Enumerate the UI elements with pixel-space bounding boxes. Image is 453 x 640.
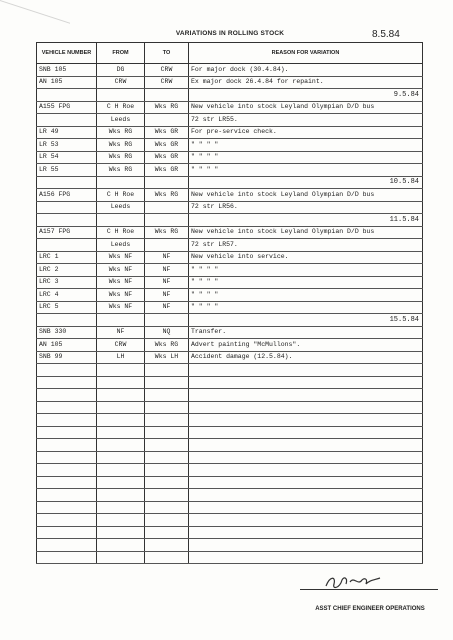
- cell-from: [97, 364, 145, 377]
- cell-to: NF: [145, 264, 189, 277]
- cell-vehicle-number: [37, 89, 97, 102]
- cell-vehicle-number: [37, 539, 97, 552]
- cell-to: [145, 214, 189, 227]
- cell-from: Wks NF: [97, 251, 145, 264]
- cell-to: NF: [145, 276, 189, 289]
- cell-from: Wks NF: [97, 264, 145, 277]
- cell-to: [145, 176, 189, 189]
- cell-to: Wks RG: [145, 226, 189, 239]
- cell-to: [145, 389, 189, 402]
- cell-reason: " " " ": [189, 264, 423, 277]
- empty-table-row: [37, 451, 423, 464]
- table-row: [37, 164, 423, 177]
- empty-table-row: [37, 364, 423, 377]
- cell-vehicle-number: A155 FPG: [37, 101, 97, 114]
- cell-to: Wks GR: [145, 126, 189, 139]
- cell-from: [97, 451, 145, 464]
- cell-to: [145, 526, 189, 539]
- cell-to: NQ: [145, 326, 189, 339]
- cell-from: CRW: [97, 339, 145, 352]
- empty-table-row: [37, 439, 423, 452]
- cell-vehicle-number: LR 55: [37, 164, 97, 177]
- empty-table-row: [37, 551, 423, 564]
- cell-vehicle-number: LRC 4: [37, 289, 97, 302]
- cell-to: [145, 414, 189, 427]
- cell-vehicle-number: [37, 364, 97, 377]
- cell-to: [145, 464, 189, 477]
- cell-reason: 72 str LR57.: [189, 239, 423, 252]
- cell-to: [145, 201, 189, 214]
- table-row: [37, 126, 423, 139]
- table-row: [37, 214, 423, 227]
- cell-to: [145, 376, 189, 389]
- cell-vehicle-number: [37, 401, 97, 414]
- cell-reason: [189, 464, 423, 477]
- cell-vehicle-number: AN 105: [37, 339, 97, 352]
- cell-to: NF: [145, 289, 189, 302]
- table-row: [37, 351, 423, 364]
- table-row: [37, 189, 423, 202]
- cell-reason: New vehicle into stock Leyland Olympian D/D bus: [189, 101, 423, 114]
- cell-vehicle-number: SNB 99: [37, 351, 97, 364]
- cell-reason: 15.5.84: [189, 314, 423, 327]
- cell-reason: Ex major dock 26.4.84 for repaint.: [189, 76, 423, 89]
- table-row: [37, 114, 423, 127]
- cell-vehicle-number: [37, 489, 97, 502]
- cell-from: Wks NF: [97, 289, 145, 302]
- cell-reason: [189, 501, 423, 514]
- cell-reason: 72 str LR56.: [189, 201, 423, 214]
- cell-reason: Advert painting "McMullons".: [189, 339, 423, 352]
- empty-table-row: [37, 489, 423, 502]
- cell-from: Wks NF: [97, 276, 145, 289]
- cell-reason: [189, 389, 423, 402]
- cell-from: [97, 526, 145, 539]
- cell-from: Wks NF: [97, 301, 145, 314]
- header-to: TO: [145, 43, 189, 64]
- cell-vehicle-number: [37, 176, 97, 189]
- cell-vehicle-number: [37, 314, 97, 327]
- cell-to: [145, 551, 189, 564]
- cell-vehicle-number: [37, 426, 97, 439]
- cell-from: C H Roe: [97, 226, 145, 239]
- table-row: [37, 326, 423, 339]
- empty-table-row: [37, 476, 423, 489]
- cell-to: [145, 114, 189, 127]
- cell-from: Wks RG: [97, 139, 145, 152]
- cell-vehicle-number: [37, 376, 97, 389]
- cell-from: [97, 539, 145, 552]
- cell-to: NF: [145, 251, 189, 264]
- cell-vehicle-number: [37, 501, 97, 514]
- cell-reason: [189, 489, 423, 502]
- cell-vehicle-number: [37, 551, 97, 564]
- table-body: [37, 64, 423, 564]
- table-row: [37, 139, 423, 152]
- cell-to: CRW: [145, 76, 189, 89]
- cell-from: [97, 376, 145, 389]
- cell-reason: " " " ": [189, 139, 423, 152]
- cell-vehicle-number: [37, 464, 97, 477]
- cell-from: [97, 176, 145, 189]
- cell-to: Wks RG: [145, 339, 189, 352]
- cell-reason: [189, 439, 423, 452]
- cell-vehicle-number: [37, 476, 97, 489]
- table-row: [37, 64, 423, 77]
- table-row: [37, 201, 423, 214]
- table-row: [37, 301, 423, 314]
- cell-vehicle-number: A156 FPG: [37, 189, 97, 202]
- cell-to: [145, 89, 189, 102]
- cell-reason: [189, 401, 423, 414]
- cell-vehicle-number: LRC 5: [37, 301, 97, 314]
- cell-from: [97, 551, 145, 564]
- cell-reason: For major dock (30.4.84).: [189, 64, 423, 77]
- cell-vehicle-number: LRC 2: [37, 264, 97, 277]
- cell-from: LH: [97, 351, 145, 364]
- document-date: 8.5.84: [372, 29, 400, 40]
- table-row: [37, 276, 423, 289]
- cell-from: [97, 489, 145, 502]
- signatory-title: ASST CHIEF ENGINEER OPERATIONS: [315, 606, 425, 612]
- cell-reason: " " " ": [189, 151, 423, 164]
- table-row: [37, 89, 423, 102]
- empty-table-row: [37, 389, 423, 402]
- cell-to: [145, 501, 189, 514]
- cell-vehicle-number: [37, 201, 97, 214]
- cell-from: [97, 314, 145, 327]
- cell-reason: [189, 476, 423, 489]
- cell-from: [97, 514, 145, 527]
- cell-reason: " " " ": [189, 289, 423, 302]
- cell-from: Leeds: [97, 114, 145, 127]
- cell-reason: [189, 539, 423, 552]
- empty-table-row: [37, 539, 423, 552]
- cell-vehicle-number: LRC 3: [37, 276, 97, 289]
- cell-vehicle-number: SNB 330: [37, 326, 97, 339]
- cell-from: Wks RG: [97, 164, 145, 177]
- cell-to: Wks RG: [145, 101, 189, 114]
- cell-reason: For pre-service check.: [189, 126, 423, 139]
- cell-from: Wks RG: [97, 151, 145, 164]
- table-row: [37, 101, 423, 114]
- cell-vehicle-number: [37, 414, 97, 427]
- cell-from: DG: [97, 64, 145, 77]
- cell-to: [145, 489, 189, 502]
- cell-reason: [189, 551, 423, 564]
- cell-vehicle-number: [37, 214, 97, 227]
- empty-table-row: [37, 376, 423, 389]
- cell-reason: New vehicle into service.: [189, 251, 423, 264]
- header-from: FROM: [97, 43, 145, 64]
- cell-to: CRW: [145, 64, 189, 77]
- cell-to: [145, 439, 189, 452]
- cell-to: [145, 539, 189, 552]
- cell-from: NF: [97, 326, 145, 339]
- cell-vehicle-number: [37, 114, 97, 127]
- cell-reason: [189, 514, 423, 527]
- document-title: VARIATIONS IN ROLLING STOCK: [175, 30, 285, 37]
- table-row: [37, 76, 423, 89]
- signature-line: [300, 589, 438, 590]
- cell-reason: Transfer.: [189, 326, 423, 339]
- cell-from: Leeds: [97, 239, 145, 252]
- empty-table-row: [37, 526, 423, 539]
- cell-from: [97, 426, 145, 439]
- cell-vehicle-number: LRC 1: [37, 251, 97, 264]
- cell-reason: [189, 426, 423, 439]
- table-row: [37, 251, 423, 264]
- table-row: [37, 176, 423, 189]
- table-header-row: [37, 43, 423, 64]
- cell-from: [97, 401, 145, 414]
- empty-table-row: [37, 401, 423, 414]
- cell-from: C H Roe: [97, 101, 145, 114]
- cell-from: CRW: [97, 76, 145, 89]
- empty-table-row: [37, 414, 423, 427]
- variations-table: [36, 42, 423, 564]
- cell-reason: 9.5.84: [189, 89, 423, 102]
- table-row: [37, 289, 423, 302]
- cell-from: [97, 214, 145, 227]
- cell-vehicle-number: A157 FPG: [37, 226, 97, 239]
- cell-to: NF: [145, 301, 189, 314]
- cell-reason: [189, 364, 423, 377]
- cell-reason: " " " ": [189, 276, 423, 289]
- cell-vehicle-number: LR 49: [37, 126, 97, 139]
- cell-to: Wks GR: [145, 139, 189, 152]
- table-row: [37, 314, 423, 327]
- cell-to: [145, 401, 189, 414]
- empty-table-row: [37, 426, 423, 439]
- empty-table-row: [37, 501, 423, 514]
- cell-to: [145, 514, 189, 527]
- cell-vehicle-number: [37, 526, 97, 539]
- cell-reason: 72 str LR55.: [189, 114, 423, 127]
- cell-from: [97, 389, 145, 402]
- cell-reason: Accident damage (12.5.84).: [189, 351, 423, 364]
- cell-to: Wks GR: [145, 164, 189, 177]
- cell-to: Wks GR: [145, 151, 189, 164]
- cell-vehicle-number: [37, 389, 97, 402]
- cell-reason: [189, 451, 423, 464]
- header-vehicle-number: VEHICLE NUMBER: [37, 43, 97, 64]
- cell-from: [97, 501, 145, 514]
- cell-from: Leeds: [97, 201, 145, 214]
- cell-from: [97, 89, 145, 102]
- cell-reason: " " " ": [189, 164, 423, 177]
- cell-reason: " " " ": [189, 301, 423, 314]
- cell-reason: New vehicle into stock Leyland Olympian D/D bus: [189, 226, 423, 239]
- header-reason: REASON FOR VARIATION: [189, 43, 423, 64]
- cell-to: Wks LH: [145, 351, 189, 364]
- cell-vehicle-number: [37, 514, 97, 527]
- cell-from: [97, 414, 145, 427]
- table-row: [37, 264, 423, 277]
- table-row: [37, 339, 423, 352]
- cell-to: [145, 239, 189, 252]
- table-row: [37, 226, 423, 239]
- cell-reason: [189, 376, 423, 389]
- cell-to: [145, 451, 189, 464]
- cell-vehicle-number: [37, 451, 97, 464]
- empty-table-row: [37, 514, 423, 527]
- cell-vehicle-number: LR 54: [37, 151, 97, 164]
- table-row: [37, 151, 423, 164]
- cell-vehicle-number: LR 53: [37, 139, 97, 152]
- cell-from: C H Roe: [97, 189, 145, 202]
- cell-to: [145, 364, 189, 377]
- cell-from: [97, 439, 145, 452]
- cell-reason: [189, 526, 423, 539]
- cell-vehicle-number: [37, 439, 97, 452]
- empty-table-row: [37, 464, 423, 477]
- cell-from: Wks RG: [97, 126, 145, 139]
- cell-reason: [189, 414, 423, 427]
- cell-reason: New vehicle into stock Leyland Olympian D/D bus: [189, 189, 423, 202]
- cell-to: Wks RG: [145, 189, 189, 202]
- cell-vehicle-number: AN 105: [37, 76, 97, 89]
- cell-reason: 10.5.84: [189, 176, 423, 189]
- table-row: [37, 239, 423, 252]
- cell-vehicle-number: SNB 105: [37, 64, 97, 77]
- cell-from: [97, 476, 145, 489]
- cell-to: [145, 314, 189, 327]
- cell-vehicle-number: [37, 239, 97, 252]
- cell-from: [97, 464, 145, 477]
- cell-to: [145, 476, 189, 489]
- cell-reason: 11.5.84: [189, 214, 423, 227]
- cell-to: [145, 426, 189, 439]
